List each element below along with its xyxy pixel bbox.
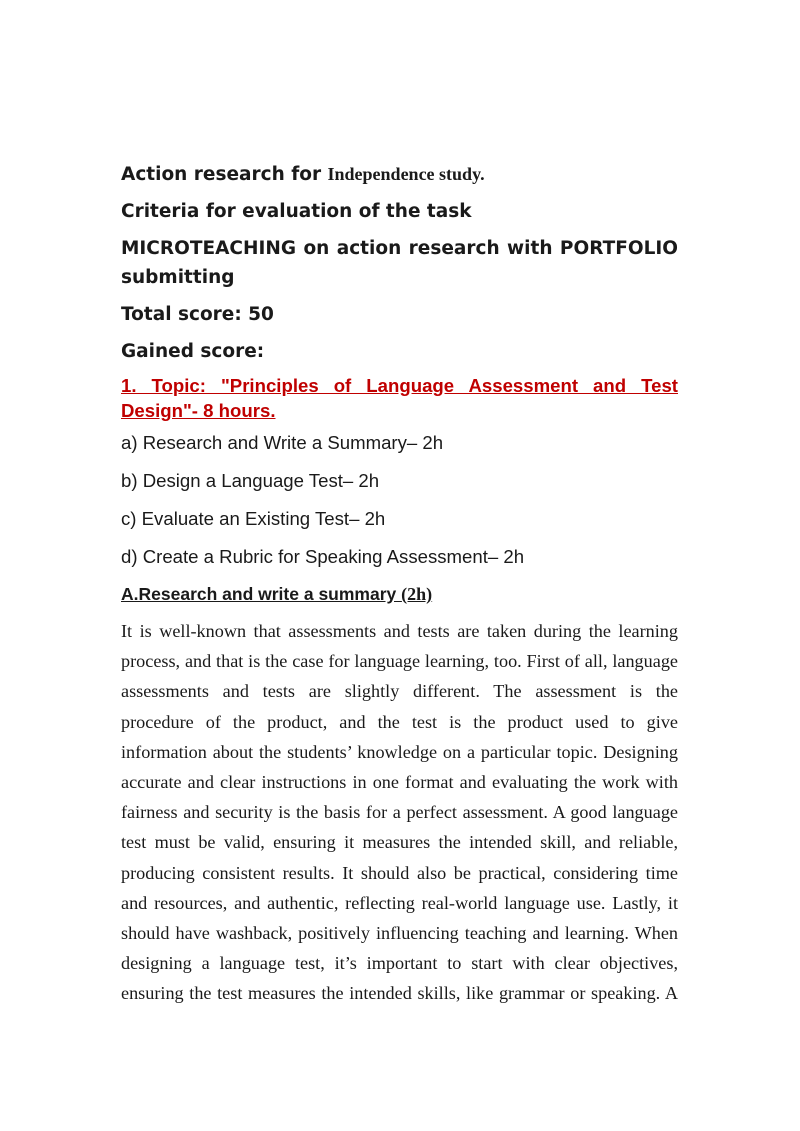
task-item-b: b) Design a Language Test– 2h [121,470,380,491]
body-line: It is well-known that assessments and tests are taken during the learning [121,621,678,641]
body-line: designing a language test, it’s important to start with clear objectives, [121,953,678,974]
body-line: producing consistent results. It should also be practical, considering time [121,862,678,883]
section-heading [121,581,678,607]
microteaching-line-1: MICROTEACHING on action research with PORTFOLIO [121,238,678,259]
body-line: accurate and clear instructions in one format and evaluating the work with [121,771,678,792]
body-line: fairness and security is the basis for a perfect assessment. A good language [121,802,678,823]
body-paragraph [121,616,678,1008]
body-line: and resources, and authentic, reflecting real-world language use. Lastly, it [121,892,678,913]
task-item-c: c) Evaluate an Existing Test– 2h [121,508,386,529]
topic-heading [121,373,678,423]
criteria-heading: Criteria for evaluation of the task [121,201,472,222]
section-heading-text: A.Research and write a summary [121,584,402,604]
body-line: procedure of the product, and the test is the product used to give [121,711,678,732]
title-prefix: Action research for [121,164,328,185]
body-line: should have washback, positively influencing teaching and learning. When [121,922,678,943]
microteaching-heading [121,234,678,292]
total-score: Total score: 50 [121,304,274,325]
microteaching-line-2: submitting [121,267,235,288]
section-heading-hours: (2h) [401,584,433,604]
body-line: assessments and tests are slightly different. The assessment is the [121,681,678,702]
document-page [121,158,678,1008]
topic-line-2: Design"- 8 hours. [121,400,276,421]
task-item-d: d) Create a Rubric for Speaking Assessment– 2h [121,546,525,567]
document-title [121,160,678,189]
body-line: process, and that is the case for language learning, too. First of all, language [121,651,678,672]
gained-score: Gained score: [121,341,265,362]
title-suffix: Independence study. [327,164,485,184]
body-line: ensuring the test measures the intended skills, like grammar or speaking. A [121,983,678,1004]
body-line: information about the students’ knowledge on a particular topic. Designing [121,741,678,762]
topic-line-1: 1. Topic: "Principles of Language Assessment and Test [121,375,678,396]
body-line: test must be valid, ensuring it measures the intended skill, and reliable, [121,832,678,853]
task-item-a: a) Research and Write a Summary– 2h [121,432,444,453]
